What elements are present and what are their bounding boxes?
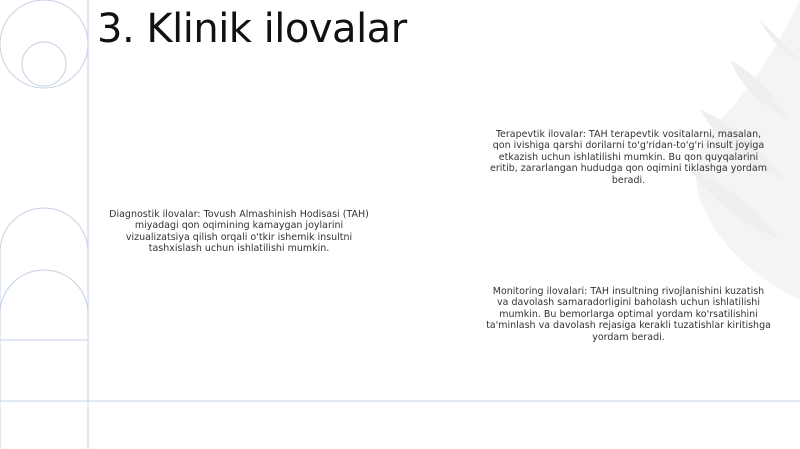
inner-circle bbox=[22, 42, 66, 86]
arch-shape-2 bbox=[0, 270, 88, 314]
arch-shape-1 bbox=[0, 208, 88, 449]
outer-circle bbox=[0, 0, 88, 88]
diagnostic-paragraph: Diagnostik ilovalar: Tovush Almashinish Hodisasi (TAH) miyadagi qon oqimining kamaygan joylarini vizualizatsiya qilish orqali o'tkir ishemik insultni tashxislash uchun ishlatilishi mumkin. bbox=[109, 209, 369, 255]
monitoring-paragraph: Monitoring ilovalari: TAH insultning rivojlanishini kuzatish va davolash samaradorligini baholash uchun ishlatilishi mumkin. Bu bemorlarga optimal yordam ko'rsatilishini ta'minlash va davolash rejasiga kerakli tuzatishlar kiritishga yordam beradi. bbox=[486, 286, 771, 343]
slide-title: 3. Klinik ilovalar bbox=[97, 6, 407, 52]
therapeutic-paragraph: Terapevtik ilovalar: TAH terapevtik vositalarni, masalan, qon ivishiga qarshi dorilarni to'g'ridan-to'g'ri insult joyiga etkazish uchun ishlatilishi mumkin. Bu qon quyqalarini eritib, zararlangan hududga qon oqimini tiklashga yordam beradi. bbox=[489, 129, 768, 186]
